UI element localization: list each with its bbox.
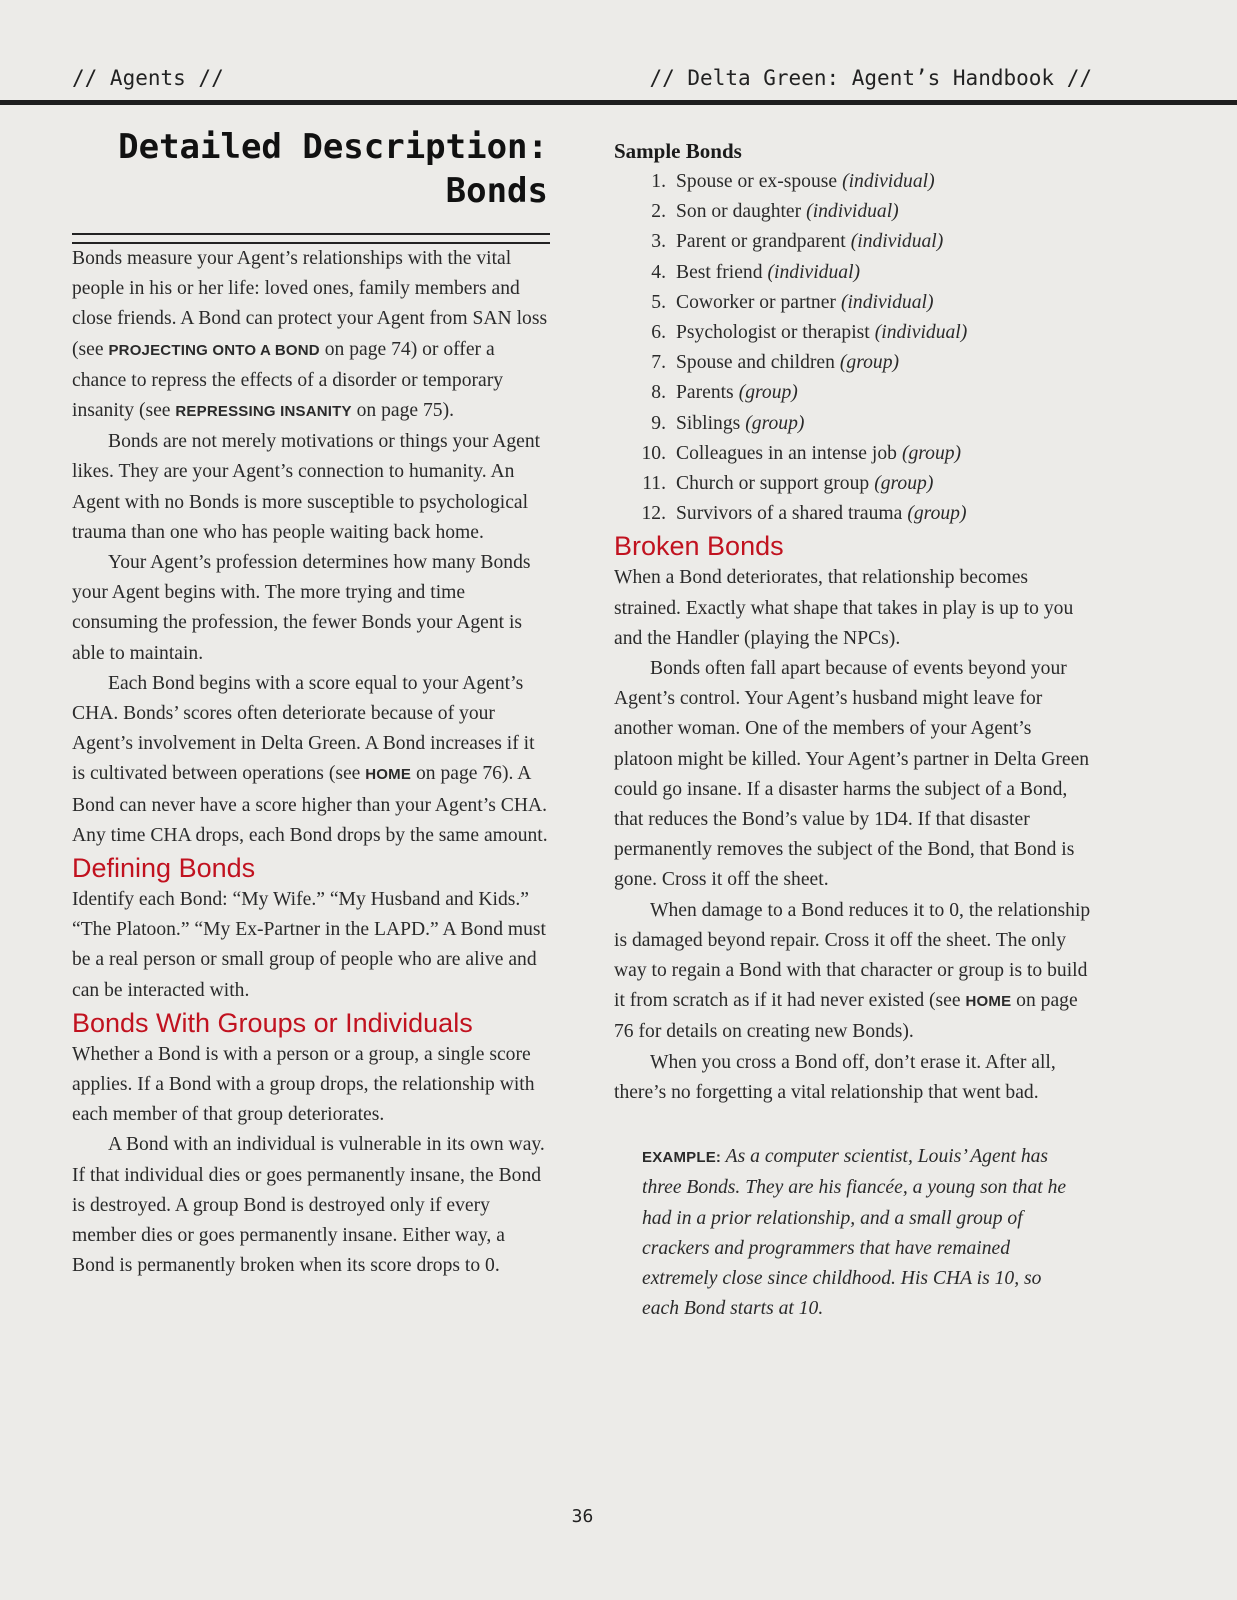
- list-item: [614, 469, 1094, 499]
- intro-p4-text-b: on page 76). A Bond can never have a score higher than your Agent’s CHA. Any time CHA drops, each Bond drops by the same amount.: [72, 763, 548, 846]
- broken-p3-text-a: When damage to a Bond reduces it to 0, the relationship is damaged beyond repair. Cross it off the sheet. The only way to regain a Bond with that character or group is to build it from scratch as if it had never existed (see: [614, 899, 1091, 1012]
- example-box: [642, 1142, 1072, 1324]
- list-item-number: 12.: [641, 503, 666, 525]
- list-item-number: 10.: [641, 442, 666, 464]
- broken-paragraph-2: Bonds often fall apart because of events beyond your Agent’s control. Your Agent’s husband might leave for another woman. One of the members of your Agent’s platoon might be killed. Your Agent’s partner in Delta Green could go insane. If a disaster harms the subject of a Bond, that reduces the Bond’s value by 1D4. If that disaster permanently removes the subject of the Bond, that Bond is gone. Cross it off the sheet.: [614, 658, 1090, 891]
- header-section-label: // Agents //: [72, 66, 224, 90]
- list-item: [614, 167, 1094, 197]
- list-item-type: (individual): [806, 201, 899, 223]
- list-item-text: Best friend: [676, 261, 763, 283]
- groups-paragraph-1: Whether a Bond is with a person or a group, a single score applies. If a Bond with a group drops, the relationship with each member of that group deteriorates.: [72, 1043, 535, 1126]
- list-item: [614, 439, 1094, 469]
- list-item-text: Siblings: [676, 412, 741, 434]
- title-rule: [72, 233, 550, 244]
- running-header: [72, 66, 1092, 90]
- list-item-number: 6.: [651, 322, 666, 344]
- list-item-type: (individual): [842, 171, 935, 192]
- list-item-number: 3.: [651, 231, 666, 253]
- intro-paragraph-3: Your Agent’s profession determines how many Bonds your Agent begins with. The more trying and time consuming the profession, the fewer Bonds your Agent is able to maintain.: [72, 552, 531, 664]
- list-item-number: 9.: [651, 412, 666, 434]
- page-title: [72, 125, 550, 213]
- list-item-type: (group): [901, 442, 962, 464]
- intro-paragraph-4: [72, 669, 550, 851]
- list-item: [614, 348, 1094, 378]
- page-title-line-2: Bonds: [445, 171, 548, 211]
- sample-bonds-list: [614, 167, 1094, 529]
- list-item-number: 8.: [651, 382, 666, 404]
- intro-p1-text-a: Bonds measure your Agent’s relationships with the vital people in his or her life: loved ones, family members and close friends. A Bond can protect your Agent from SAN loss (see: [72, 248, 548, 360]
- list-item: [614, 288, 1094, 318]
- list-item-text: Psychologist or therapist: [676, 322, 870, 344]
- list-item: [614, 318, 1094, 348]
- list-item-type: (group): [839, 352, 900, 374]
- cross-ref-home: HOME: [365, 766, 412, 784]
- list-item-type: (group): [738, 382, 798, 404]
- list-item-type: (group): [907, 503, 967, 525]
- intro-paragraph-1: [72, 244, 550, 427]
- broken-paragraph-4: When you cross a Bond off, don’t erase it. After all, there’s no forgetting a vital relationship that went bad.: [614, 1051, 1056, 1103]
- list-item-text: Coworker or partner: [676, 291, 836, 313]
- left-column: [72, 125, 550, 1282]
- intro-p1-text-b: on page 74) or offer a chance to repress the effects of a disorder or temporary insanity (see: [72, 338, 504, 422]
- list-item-number: 2.: [651, 201, 666, 223]
- section-heading-defining-bonds: Defining Bonds: [72, 853, 256, 884]
- example-text: As a computer scientist, Louis’ Agent has three Bonds. They are his fiancée, a young son that he had in a prior relationship, and a small group of crackers and programmers that have remained extremely close since childhood. His CHA is 10, so each Bond starts at 10.: [642, 1146, 1067, 1320]
- defining-paragraph: Identify each Bond: “My Wife.” “My Husband and Kids.” “The Platoon.” “My Ex-Partner in the LAPD.” A Bond must be a real person or small group of people who are alive and can be interacted with.: [72, 889, 546, 1001]
- intro-p1-text-c: on page 75).: [351, 400, 455, 422]
- cross-ref-repressing: REPRESSING INSANITY: [175, 403, 352, 421]
- page-title-line-1: Detailed Description:: [118, 127, 548, 167]
- cross-ref-projecting: PROJECTING ONTO A BOND: [108, 341, 320, 359]
- header-rule: [0, 100, 1237, 105]
- list-item: [614, 227, 1094, 257]
- list-item-text: Colleagues in an intense job: [676, 442, 897, 464]
- list-item-number: 4.: [651, 261, 666, 283]
- list-item-type: (individual): [850, 231, 944, 253]
- list-item-text: Parent or grandparent: [676, 231, 846, 253]
- section-heading-broken-bonds: Broken Bonds: [614, 531, 784, 562]
- list-item: [614, 499, 1094, 529]
- list-item-type: (individual): [874, 322, 968, 344]
- broken-paragraph-1: When a Bond deteriorates, that relationship becomes strained. Exactly what shape that takes in play is up to you and the Handler (playing the NPCs).: [614, 567, 1074, 649]
- list-item: [614, 378, 1094, 408]
- broken-p3-text-b: on page 76 for details on creating new Bonds).: [614, 990, 1078, 1043]
- list-item-text: Spouse and children: [676, 352, 835, 374]
- groups-paragraph-2: A Bond with an individual is vulnerable in its own way. If that individual dies or goes permanently insane, the Bond is destroyed. A group Bond is destroyed only if every member dies or goes permanently insane. Either way, a Bond is permanently broken when its score drops to 0.: [72, 1134, 545, 1277]
- list-item-number: 11.: [642, 473, 666, 495]
- header-book-title: // Delta Green: Agent’s Handbook //: [649, 66, 1092, 90]
- intro-paragraph-2: Bonds are not merely motivations or things your Agent likes. They are your Agent’s connection to humanity. An Agent with no Bonds is more susceptible to psychological trauma than one who has people waiting back home.: [72, 431, 541, 543]
- list-item: [614, 197, 1094, 227]
- right-column: [614, 137, 1094, 1324]
- section-heading-groups-individuals: Bonds With Groups or Individuals: [72, 1007, 473, 1038]
- sample-bonds-heading: Sample Bonds: [614, 139, 742, 163]
- list-item: [614, 409, 1094, 439]
- list-item-text: Survivors of a shared trauma: [676, 503, 903, 525]
- list-item-number: 7.: [651, 352, 666, 374]
- cross-ref-home-2: HOME: [965, 993, 1012, 1011]
- page-number: 36: [571, 1506, 594, 1527]
- list-item-type: (group): [745, 412, 805, 434]
- list-item-number: 1.: [651, 171, 666, 192]
- list-item-text: Spouse or ex-spouse: [676, 171, 838, 192]
- broken-paragraph-3: [614, 896, 1094, 1048]
- example-label: EXAMPLE:: [642, 1149, 722, 1167]
- list-item-type: (group): [874, 473, 934, 495]
- list-item: [614, 258, 1094, 288]
- list-item-text: Son or daughter: [676, 201, 802, 223]
- list-item-type: (individual): [767, 261, 861, 283]
- list-item-text: Parents: [676, 382, 734, 404]
- list-item-number: 5.: [651, 291, 666, 313]
- list-item-type: (individual): [840, 291, 934, 313]
- intro-p4-text-a: Each Bond begins with a score equal to your Agent’s CHA. Bonds’ scores often deteriorate because of your Agent’s involvement in Delta Green. A Bond increases if it is cultivated between operations (see: [72, 672, 535, 785]
- list-item-text: Church or support group: [676, 473, 870, 495]
